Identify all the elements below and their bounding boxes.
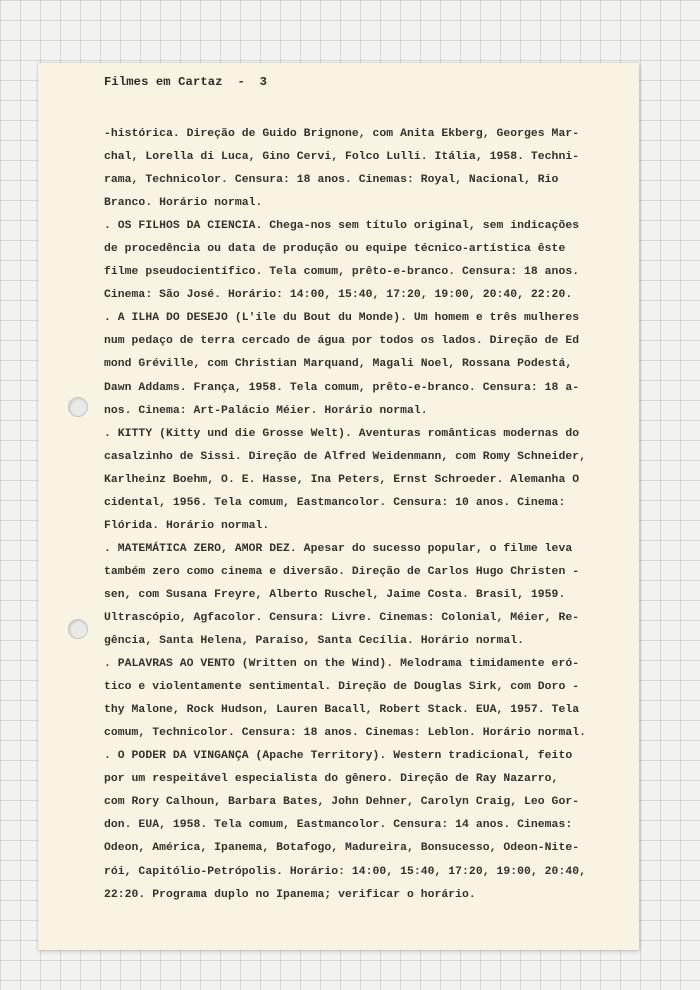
text-line: 22:20. Programa duplo no Ipanema; verificar o horário. [104, 888, 476, 901]
text-line: mond Gréville, com Christian Marquand, Magali Noel, Rossana Podestá, [104, 358, 573, 371]
text-line: também zero como cinema e diversão. Direção de Carlos Hugo Christen - [104, 565, 580, 578]
punch-hole [68, 619, 88, 639]
text-line: casalzinho de Sissi. Direção de Alfred Weidenmann, com Romy Schneider, [104, 450, 586, 463]
text-line: sen, com Susana Freyre, Alberto Ruschel, Jaime Costa. Brasil, 1959. [104, 588, 566, 601]
text-line: Ultrascópio, Agfacolor. Censura: Livre. Cinemas: Colonial, Méier, Re- [104, 611, 580, 624]
text-line: -histórica. Direção de Guido Brignone, com Anita Ekberg, Georges Mar- [104, 128, 580, 140]
text-line: chal, Lorella di Luca, Gino Cervi, Folco Lulli. Itália, 1958. Techni- [104, 151, 580, 164]
text-line: rama, Technicolor. Censura: 18 anos. Cinemas: Royal, Nacional, Rio [104, 174, 559, 187]
page-header: Filmes em Cartaz - 3 [104, 75, 268, 89]
text-line: filme pseudocientífico. Tela comum, prêto-e-branco. Censura: 18 anos. [104, 266, 580, 279]
text-line: comum, Technicolor. Censura: 18 anos. Cinemas: Leblon. Horário normal. [104, 727, 586, 740]
text-line: tico e violentamente sentimental. Direção de Douglas Sirk, com Doro - [104, 681, 580, 694]
text-line: Odeon, América, Ipanema, Botafogo, Madureira, Bonsucesso, Odeon-Nite- [104, 842, 580, 855]
text-line: . OS FILHOS DA CIENCIA. Chega-nos sem título original, sem indicações [104, 220, 580, 233]
text-line: cidental, 1956. Tela comum, Eastmancolor. Censura: 10 anos. Cinema: [104, 496, 566, 509]
text-line: . O PODER DA VINGANÇA (Apache Territory). Western tradicional, feito [104, 750, 573, 763]
text-line: Flórida. Horário normal. [104, 519, 270, 532]
text-line: de procedência ou data de produção ou equipe técnico-artística êste [104, 243, 566, 256]
text-line: num pedaço de terra cercado de água por todos os lados. Direção de Ed [104, 335, 580, 348]
text-line: don. EUA, 1958. Tela comum, Eastmancolor. Censura: 14 anos. Cinemas: [104, 819, 573, 832]
text-line: . KITTY (Kitty und die Grosse Welt). Aventuras românticas modernas do [104, 427, 580, 440]
text-line: Dawn Addams. França, 1958. Tela comum, prêto-e-branco. Censura: 18 a- [104, 381, 580, 394]
text-line: thy Malone, Rock Hudson, Lauren Bacall, Robert Stack. EUA, 1957. Tela [104, 704, 580, 717]
text-line: Cinema: São José. Horário: 14:00, 15:40, 17:20, 19:00, 20:40, 22:20. [104, 289, 573, 302]
text-line: por um respeitável especialista do gênero. Direção de Ray Nazarro, [104, 773, 559, 786]
text-line: nos. Cinema: Art-Palácio Méier. Horário normal. [104, 404, 428, 417]
text-line: com Rory Calhoun, Barbara Bates, John Dehner, Carolyn Craig, Leo Gor- [104, 796, 580, 809]
punch-hole [68, 397, 88, 417]
text-line: Branco. Horário normal. [104, 197, 263, 210]
text-line: Karlheinz Boehm, O. E. Hasse, Ina Peters, Ernst Schroeder. Alemanha O [104, 473, 580, 486]
text-line: . PALAVRAS AO VENTO (Written on the Wind). Melodrama timidamente eró- [104, 658, 580, 671]
text-line: . A ILHA DO DESEJO (L'ile du Bout du Monde). Um homem e três mulheres [104, 312, 580, 325]
typed-page [38, 63, 639, 950]
text-line: . MATEMÁTICA ZERO, AMOR DEZ. Apesar do sucesso popular, o filme leva [104, 542, 573, 555]
text-line: gência, Santa Helena, Paraíso, Santa Cecília. Horário normal. [104, 635, 525, 648]
text-line: rói, Capitólio-Petrópolis. Horário: 14:00, 15:40, 17:20, 19:00, 20:40, [104, 865, 586, 878]
film-listings [104, 123, 634, 907]
